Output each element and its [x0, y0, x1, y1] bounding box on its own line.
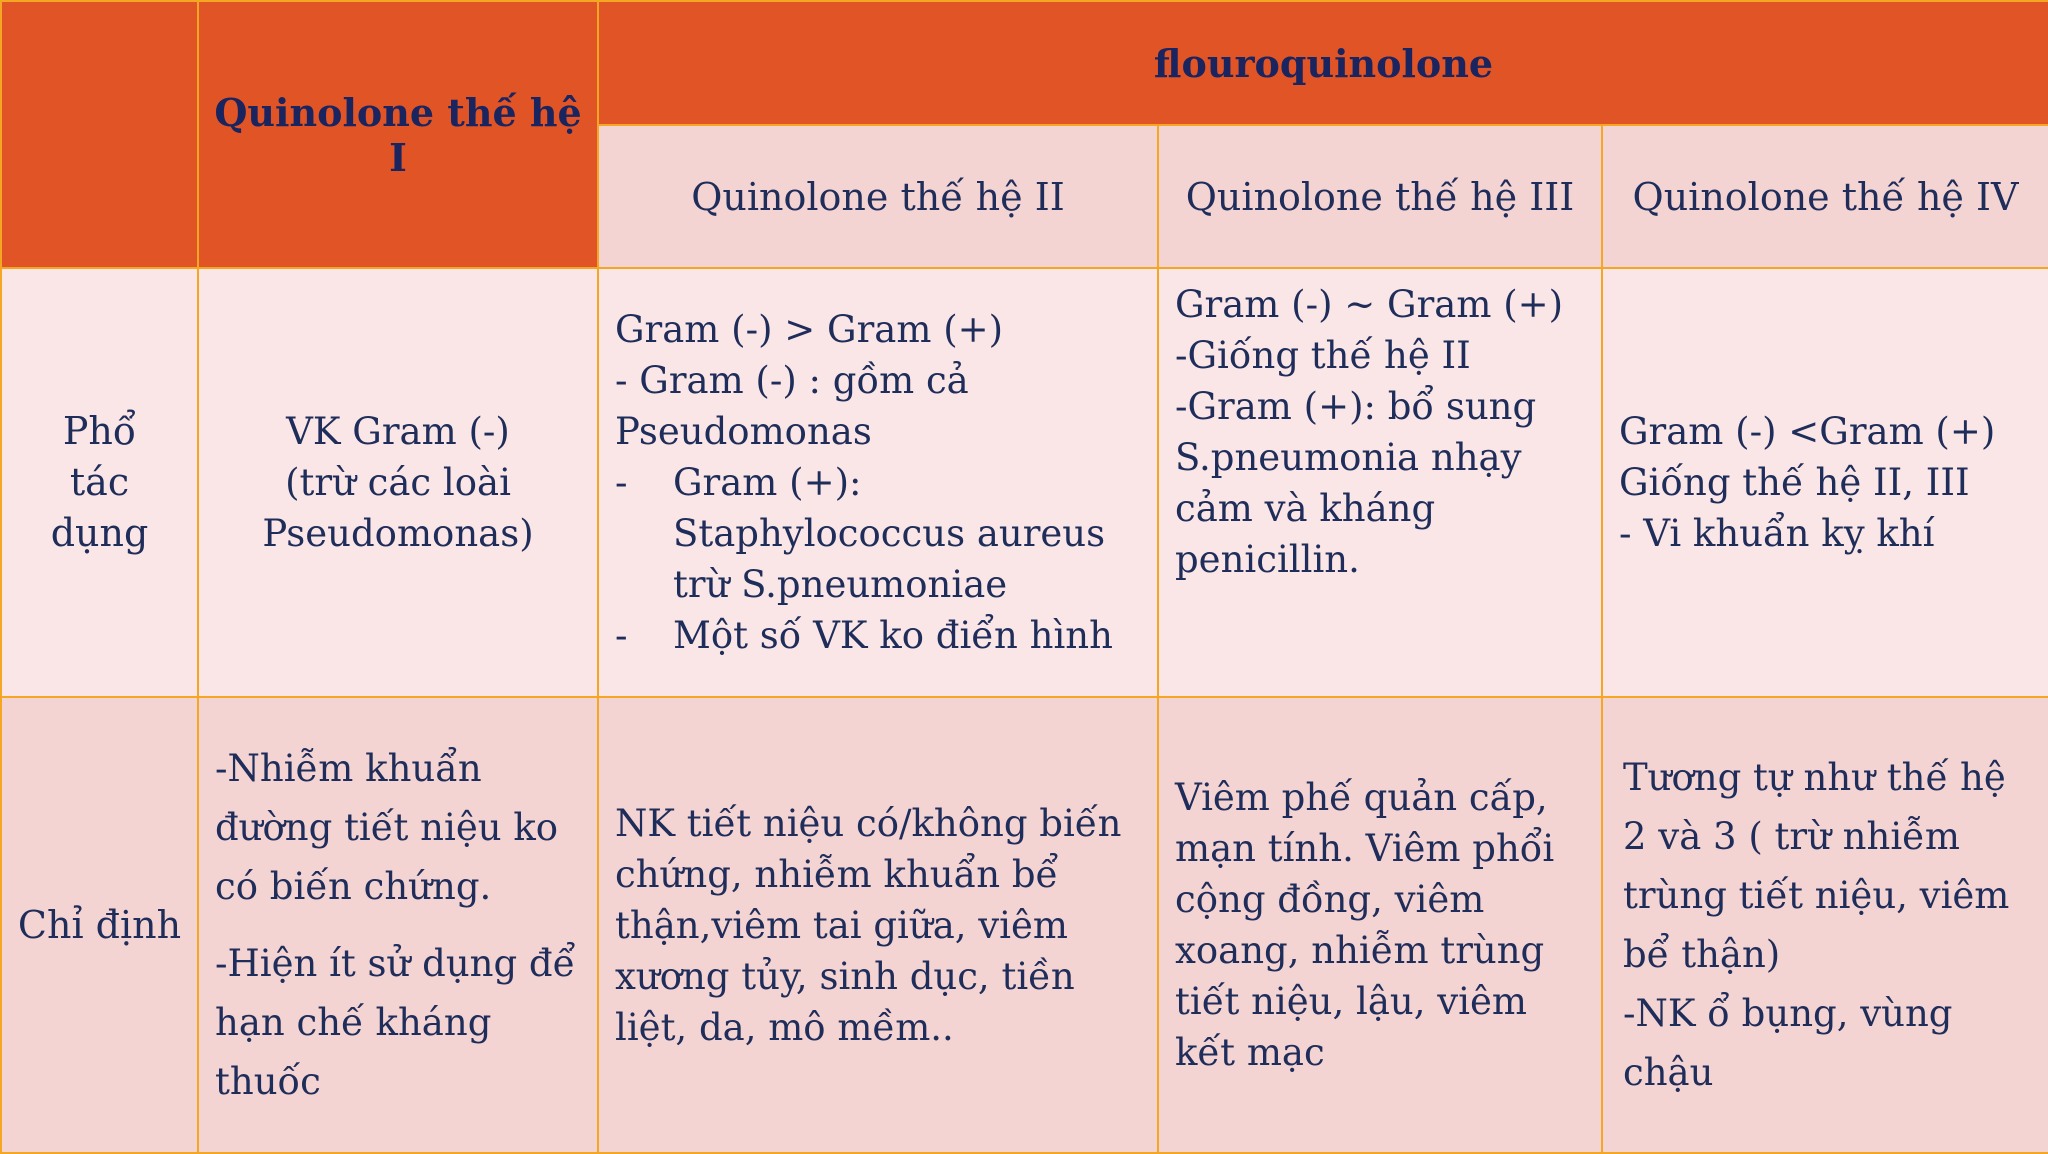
header-row-top	[1, 1, 2048, 125]
text-line: Pseudomonas)	[262, 512, 534, 555]
indication-gen1	[198, 697, 598, 1153]
text-line: Giống thế hệ II, III	[1619, 461, 1970, 504]
indication-gen4	[1602, 697, 2048, 1153]
text-line: NK tiết niệu có/không biến chứng, nhiễm khuẩn bể thận,viêm tai giữa, viêm xương tủy, sinh dục, tiền liệt, da, mô mềm..	[615, 801, 1122, 1049]
header-gen1	[198, 1, 598, 268]
row-label-text: Chỉ định	[17, 902, 182, 947]
header-corner-cell	[1, 1, 198, 268]
list-item: - Một số VK ko điển hình	[615, 610, 1141, 661]
row-spectrum-label	[1, 268, 198, 697]
header-gen2	[598, 125, 1158, 268]
header-gen1-title: Quinolone thế hệ I	[214, 89, 582, 180]
text-line: -NK ổ bụng, vùng chậu	[1623, 992, 1953, 1094]
text-line: Pseudomonas	[615, 410, 872, 453]
text-line: -Gram (+): bổ sung S.pneumonia nhạy cảm và kháng penicillin.	[1175, 385, 1537, 581]
text-line: VK Gram (-)	[286, 410, 510, 453]
header-gen2-title: Quinolone thế hệ II	[691, 174, 1065, 219]
list-item: - Gram (+): Staphylococcus aureus trừ S.pneumoniae	[615, 457, 1141, 610]
spacer	[215, 916, 581, 934]
spectrum-gen2	[598, 268, 1158, 697]
header-gen3	[1158, 125, 1602, 268]
text-line: Gram (-) ~ Gram (+)	[1175, 283, 1564, 326]
row-indication-label	[1, 697, 198, 1153]
spectrum-gen3	[1158, 268, 1602, 697]
indication-gen2	[598, 697, 1158, 1153]
text-line: Viêm phế quản cấp, mạn tính. Viêm phổi cộng đồng, viêm xoang, nhiễm trùng tiết niệu, lậu, viêm kết mạc	[1175, 776, 1555, 1074]
spectrum-gen1	[198, 268, 598, 697]
header-group-title: flouroquinolone	[1153, 40, 1494, 86]
spectrum-gen2-list	[615, 457, 1141, 661]
header-gen3-title: Quinolone thế hệ III	[1185, 174, 1575, 219]
text-line: -Nhiễm khuẩn đường tiết niệu ko có biến chứng.	[215, 747, 559, 908]
spectrum-gen4	[1602, 268, 2048, 697]
text-line: - Gram (-) : gồm cả	[615, 359, 969, 402]
row-spectrum	[1, 268, 2048, 697]
text-line: Tương tự như thế hệ 2 và 3 ( trừ nhiễm trùng tiết niệu, viêm bể thận)	[1623, 756, 2010, 976]
text-line: Gram (-) > Gram (+)	[615, 308, 1004, 351]
header-group	[598, 1, 2048, 125]
text-line: -Hiện ít sử dụng để hạn chế kháng thuốc	[215, 942, 576, 1103]
row-label-text: Phổ tác dụng	[50, 409, 149, 555]
text-line: Gram (-) <Gram (+)	[1619, 410, 1996, 453]
header-gen4-title: Quinolone thế hệ IV	[1632, 174, 2019, 219]
text-line: - Vi khuẩn kỵ khí	[1619, 512, 1935, 555]
indication-gen3	[1158, 697, 1602, 1153]
text-line: (trừ các loài	[285, 461, 511, 504]
header-gen4	[1602, 125, 2048, 268]
text-line: -Giống thế hệ II	[1175, 334, 1471, 377]
row-indication	[1, 697, 2048, 1153]
